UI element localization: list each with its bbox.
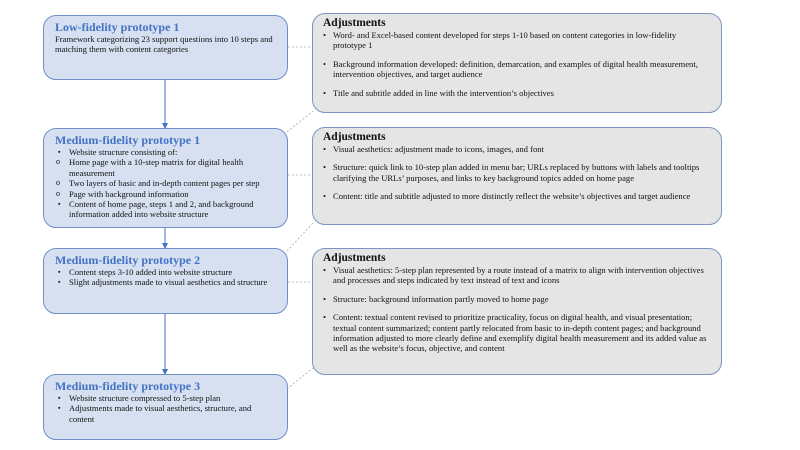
medium-fidelity-prototype-1-box bbox=[43, 128, 288, 228]
adjustments-box-1 bbox=[312, 13, 722, 113]
adjustments-box-3 bbox=[312, 248, 722, 375]
box-title: Medium-fidelity prototype 3 bbox=[55, 379, 201, 393]
list-item: • Structure: quick link to 10-step plan added in menu bar; URLs replaced by buttons with labels and tooltips clarifying the URLs’ purposes, and links to key background topics added on home page bbox=[323, 162, 709, 183]
list-item: o Home page with a 10-step matrix for digital health measurement bbox=[55, 157, 277, 178]
box-title: Adjustments bbox=[323, 17, 386, 29]
box-title: Adjustments bbox=[323, 252, 386, 264]
list-item: ▪ Website structure consisting of: bbox=[55, 147, 277, 157]
list-item: • Content: textual content revised to prioritize practicality, focus on digital health, and visual presentation; textual content summarized; content partly relocated from basic to in-depth content pages; and background information adjusted to more clearly define and exemplify digital health measurement and its added value as well as the website’s focus, objective, and content bbox=[323, 312, 709, 354]
list-item: • Background information developed: definition, demarcation, and examples of digital health measurement, intervention objectives, and target audience bbox=[323, 59, 709, 80]
box-title: Adjustments bbox=[323, 131, 386, 143]
list-item: ▪ Content steps 3-10 added into website structure bbox=[55, 267, 277, 277]
list-item: • Title and subtitle added in line with the intervention’s objectives bbox=[323, 88, 709, 98]
list-item: o Page with background information bbox=[55, 189, 277, 199]
list-item: ▪ Adjustments made to visual aesthetics, structure, and content bbox=[55, 403, 277, 424]
box-title: Low-fidelity prototype 1 bbox=[55, 20, 180, 34]
box-text: Framework categorizing 23 support questions into 10 steps and matching them with content categories bbox=[55, 34, 273, 55]
medium-fidelity-prototype-2-box bbox=[43, 248, 288, 314]
list-item: • Visual aesthetics: adjustment made to icons, images, and font bbox=[323, 144, 709, 154]
list-item: • Structure: background information partly moved to home page bbox=[323, 294, 709, 304]
box-title: Medium-fidelity prototype 2 bbox=[55, 253, 201, 267]
box-title: Medium-fidelity prototype 1 bbox=[55, 133, 201, 147]
list-item: ▪ Website structure compressed to 5-step plan bbox=[55, 393, 277, 403]
list-item: • Word- and Excel-based content developed for steps 1-10 based on content categories in low-fidelity prototype 1 bbox=[323, 30, 709, 51]
low-fidelity-prototype-1-box bbox=[43, 15, 288, 80]
list-item: ▪ Content of home page, steps 1 and 2, and background information added into website structure bbox=[55, 199, 277, 220]
list-item: o Two layers of basic and in-depth content pages per step bbox=[55, 178, 277, 188]
dashed-link bbox=[287, 223, 313, 251]
dashed-link bbox=[287, 111, 313, 132]
medium-fidelity-prototype-3-box bbox=[43, 374, 288, 440]
adjustments-box-2 bbox=[312, 127, 722, 225]
list-item: ▪ Slight adjustments made to visual aesthetics and structure bbox=[55, 277, 277, 287]
list-item: • Visual aesthetics: 5-step plan represented by a route instead of a matrix to align with intervention objectives and processes and steps indicated by text instead of text and icons bbox=[323, 265, 709, 286]
list-item: • Content: title and subtitle adjusted to more distinctly reflect the website’s objectives and target audience bbox=[323, 191, 709, 201]
dashed-link bbox=[287, 368, 313, 389]
